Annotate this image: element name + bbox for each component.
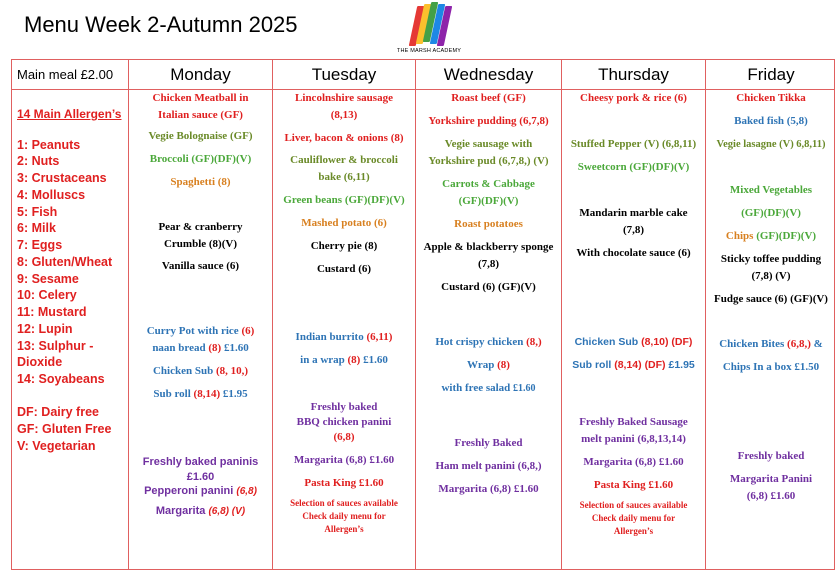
- menu-item: Freshly baked: [310, 401, 378, 413]
- menu-item: Green beans (GF)(DF)(V): [283, 194, 405, 206]
- allergen-item: 9: Sesame: [17, 272, 79, 286]
- allergen-item: 7: Eggs: [17, 238, 63, 252]
- allergen-item: 3: Crustaceans: [17, 171, 107, 185]
- menu-item: Pear & cranberry: [158, 221, 243, 233]
- menu-item: Chips (GF)(DF)(V): [725, 230, 817, 242]
- menu-item: Freshly Baked Sausage: [579, 416, 688, 428]
- menu-item: in a wrap (8) £1.60: [300, 354, 388, 366]
- menu-item: Hot crispy chicken (8,): [435, 336, 542, 348]
- menu-item: Stuffed Pepper (V) (6,8,11): [570, 138, 697, 150]
- menu-item: Custard (6): [316, 263, 372, 275]
- menu-item: Yorkshire pudding (6,7,8): [428, 115, 549, 127]
- menu-item: Cheesy pork & rice (6): [580, 92, 687, 104]
- menu-table: [11, 59, 835, 570]
- menu-note: Selection of sauces available: [579, 500, 688, 510]
- menu-item: Sub roll (8,14) (DF) £1.95: [572, 359, 695, 371]
- logo-bars-icon: [411, 2, 447, 46]
- allergen-key: GF: Gluten Free: [17, 422, 112, 436]
- menu-item: Sticky toffee pudding: [720, 253, 822, 265]
- menu-item: Margarita (6,8) (V): [155, 505, 246, 517]
- menu-item: naan bread (8) £1.60: [152, 342, 249, 354]
- allergen-item: Dioxide: [17, 355, 63, 369]
- page-title: Menu Week 2-Autumn 2025: [24, 12, 298, 37]
- menu-item: Margarita (6,8) £1.60: [583, 456, 684, 468]
- menu-item: (GF)(DF)(V): [458, 195, 519, 207]
- allergen-item: 2: Nuts: [17, 154, 60, 168]
- menu-item: Vegie sausage with: [444, 138, 533, 150]
- menu-item: Freshly baked: [737, 450, 805, 462]
- day-header-monday: Monday: [170, 64, 231, 84]
- menu-item: (8,13): [330, 109, 358, 121]
- menu-item: Margarita (6,8) £1.60: [293, 454, 395, 466]
- menu-item: Pasta King £1.60: [593, 479, 674, 491]
- menu-item: Chips In a box £1.50: [722, 361, 820, 373]
- menu-item: Mashed potato (6): [301, 217, 387, 229]
- allergen-item: 6: Milk: [17, 221, 56, 235]
- menu-item: Chicken Sub (8,10) (DF): [574, 336, 693, 348]
- menu-item: Roast beef (GF): [451, 92, 526, 104]
- menu-item: Fudge sauce (6) (GF)(V): [714, 293, 828, 305]
- menu-item: Chicken Tikka: [736, 92, 806, 104]
- menu-item: (7,8) (V): [751, 270, 791, 282]
- allergen-item: 8: Gluten/Wheat: [17, 255, 113, 269]
- menu-note: Allergen’s: [324, 524, 364, 534]
- menu-item: Pasta King £1.60: [304, 477, 384, 489]
- allergen-item: 4: Molluscs: [17, 188, 86, 202]
- menu-item: (GF)(DF)(V): [741, 207, 801, 219]
- allergen-item: 12: Lupin: [17, 322, 73, 336]
- menu-item: Sub roll (8,14) £1.95: [153, 388, 248, 400]
- day-header-wednesday: Wednesday: [443, 64, 534, 84]
- price-header: Main meal £2.00: [17, 67, 114, 82]
- menu-item: Spaghetti (8): [170, 176, 231, 188]
- menu-item: £1.60: [186, 471, 215, 483]
- menu-note: Check daily menu for: [591, 513, 676, 523]
- menu-note: Selection of sauces available: [290, 498, 398, 508]
- allergen-column: [12, 90, 128, 569]
- menu-item: Liver, bacon & onions (8): [284, 132, 404, 144]
- menu-item: Ham melt panini (6,8,): [435, 460, 542, 472]
- menu-item: (7,8): [622, 224, 645, 236]
- menu-item: Lincolnshire sausage: [295, 92, 393, 104]
- menu-item: Vegie Bolognaise (GF): [148, 130, 253, 142]
- allergen-item: 11: Mustard: [17, 305, 87, 319]
- menu-item: Chicken Bites (6,8,) &: [719, 338, 823, 350]
- allergen-item: 14: Soyabeans: [17, 372, 105, 386]
- allergen-key: V: Vegetarian: [17, 439, 96, 453]
- menu-note: Check daily menu for: [302, 511, 386, 521]
- friday-column: [706, 90, 835, 569]
- allergen-item: 1: Peanuts: [17, 138, 81, 152]
- tuesday-column: [273, 90, 415, 569]
- menu-item: Yorkshire pud (6,7,8,) (V): [428, 155, 549, 167]
- allergen-item: 5: Fish: [17, 205, 58, 219]
- allergen-key: DF: Dairy free: [17, 405, 99, 419]
- menu-item: Wrap (8): [467, 359, 510, 371]
- menu-item: Roast potatoes: [454, 218, 523, 230]
- menu-item: Margarita Panini: [729, 473, 813, 485]
- menu-item: Margarita (6,8) £1.60: [438, 483, 539, 495]
- menu-item: Apple & blackberry sponge: [423, 241, 554, 253]
- menu-item: Baked fish (5,8): [734, 115, 808, 127]
- menu-item: Italian sauce (GF): [158, 109, 243, 121]
- day-header-friday: Friday: [747, 64, 795, 84]
- monday-column: [129, 90, 272, 569]
- menu-item: Custard (6) (GF)(V): [441, 281, 536, 293]
- menu-item: Freshly Baked: [454, 437, 523, 449]
- menu-item: BBQ chicken panini: [296, 416, 392, 428]
- allergen-item: 10: Celery: [17, 288, 77, 302]
- menu-item: Vanilla sauce (6): [161, 260, 240, 272]
- menu-item: With chocolate sauce (6): [576, 247, 691, 259]
- menu-item: Indian burrito (6,11): [295, 331, 393, 343]
- menu-item: Cherry pie (8): [310, 240, 378, 252]
- allergen-title: 14 Main Allergen’s: [17, 107, 122, 121]
- menu-item: (6,8) £1.60: [746, 490, 796, 502]
- thursday-column: [562, 90, 705, 569]
- menu-item: melt panini (6,8,13,14): [581, 433, 686, 445]
- menu-item: Pepperoni panini (6,8): [144, 485, 257, 497]
- menu-item: Chicken Sub (8, 10,): [152, 365, 249, 377]
- day-header-thursday: Thursday: [598, 64, 669, 84]
- menu-item: Mixed Vegetables: [729, 184, 813, 196]
- wednesday-column: [416, 90, 561, 569]
- academy-logo: [393, 2, 465, 58]
- logo-text: THE MARSH ACADEMY: [396, 48, 462, 54]
- menu-item: Broccoli (GF)(DF)(V): [149, 153, 252, 165]
- menu-item: bake (6,11): [318, 171, 370, 183]
- menu-item: Chicken Meatball in: [152, 92, 249, 104]
- day-header-tuesday: Tuesday: [311, 64, 377, 84]
- menu-item: Vegie lasagne (V) 6,8,11): [716, 139, 826, 150]
- menu-item: Carrots & Cabbage: [442, 178, 535, 190]
- menu-item: Mandarin marble cake: [579, 207, 688, 219]
- menu-item: (6,8): [333, 431, 355, 443]
- menu-note: Allergen’s: [613, 526, 654, 536]
- menu-item: with free salad £1.60: [441, 382, 536, 394]
- menu-item: Curry Pot with rice (6): [146, 325, 255, 337]
- allergen-item: 13: Sulphur -: [17, 339, 94, 353]
- menu-item: Freshly baked paninis: [142, 456, 259, 468]
- menu-item: Sweetcorn (GF)(DF)(V): [577, 161, 690, 173]
- menu-item: Cauliflower & broccoli: [290, 154, 398, 166]
- menu-item: Crumble (8)(V): [163, 238, 237, 250]
- menu-item: (7,8): [477, 258, 500, 270]
